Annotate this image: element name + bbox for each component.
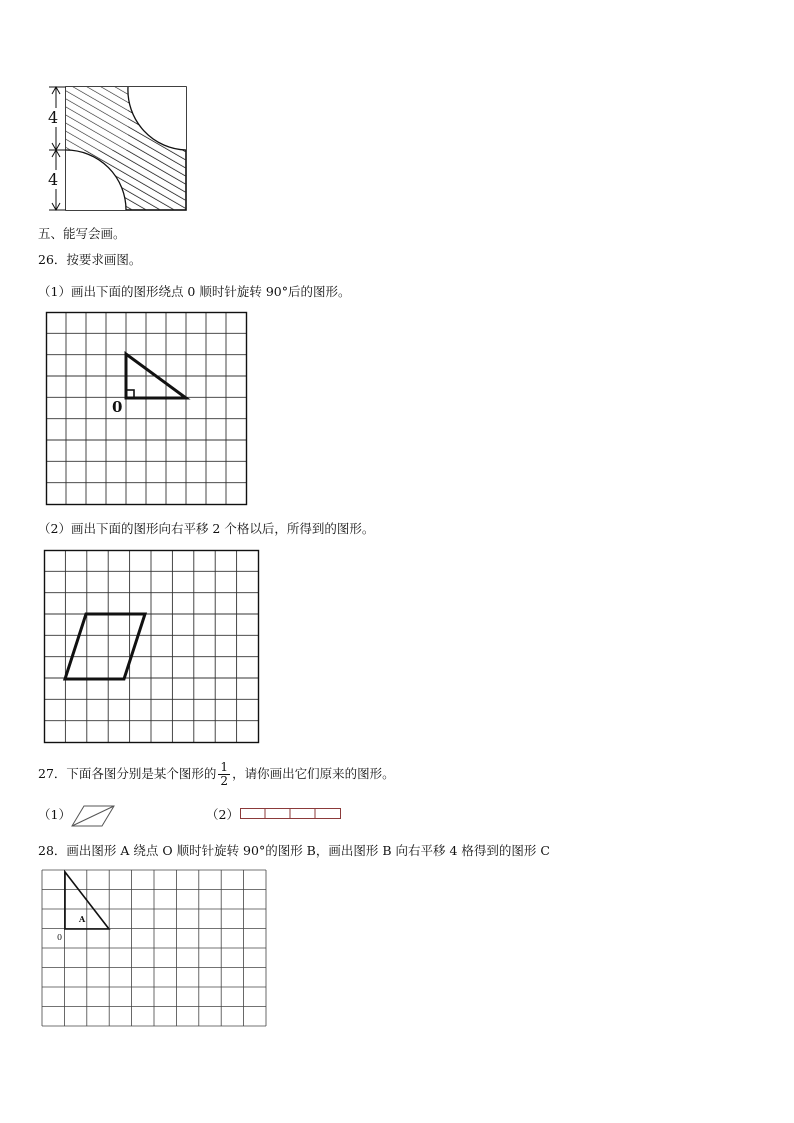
parallelogram [65,614,145,679]
q27-text [38,760,395,788]
q27-text-after: ，请你画出它们原来的图形。 [232,766,395,781]
q27-label-1: （1） [38,807,71,822]
grid-q28 [42,870,272,1030]
dim-label-top: 4 [48,108,59,127]
shape-a-label: A [79,914,86,924]
dim-label-bottom: 4 [48,170,59,189]
fraction-numerator: 1 [220,760,229,774]
q27-label-2: （2） [206,807,239,822]
q26-part2-text: （2）画出下面的图形向右平移 2 个格以后，所得到的图形。 [38,521,375,536]
q26-title: 26．按要求画图。 [38,252,142,267]
half-parallelogram-figure [72,804,122,830]
q28-title: 28．画出图形 A 绕点 O 顺时针旋转 90°的图形 B，画出图形 B 向右平移 4 格得到的图形 C [38,843,550,858]
half-strip-figure [240,808,350,822]
fraction-denominator: 2 [220,774,229,788]
section-title: 五、能写会画。 [38,226,126,241]
hatched-square-figure [36,82,236,222]
grid-translation [44,550,264,745]
q28-point-label: 0 [57,933,63,942]
grid-rotation [46,312,251,507]
q26-part1-text: （1）画出下面的图形绕点 0 顺时针旋转 90°后的图形。 [38,284,351,299]
rotation-point-label: 0 [112,398,123,416]
q27-text-before: 27．下面各图分别是某个图形的 [38,766,217,781]
fraction-one-half [218,761,230,788]
